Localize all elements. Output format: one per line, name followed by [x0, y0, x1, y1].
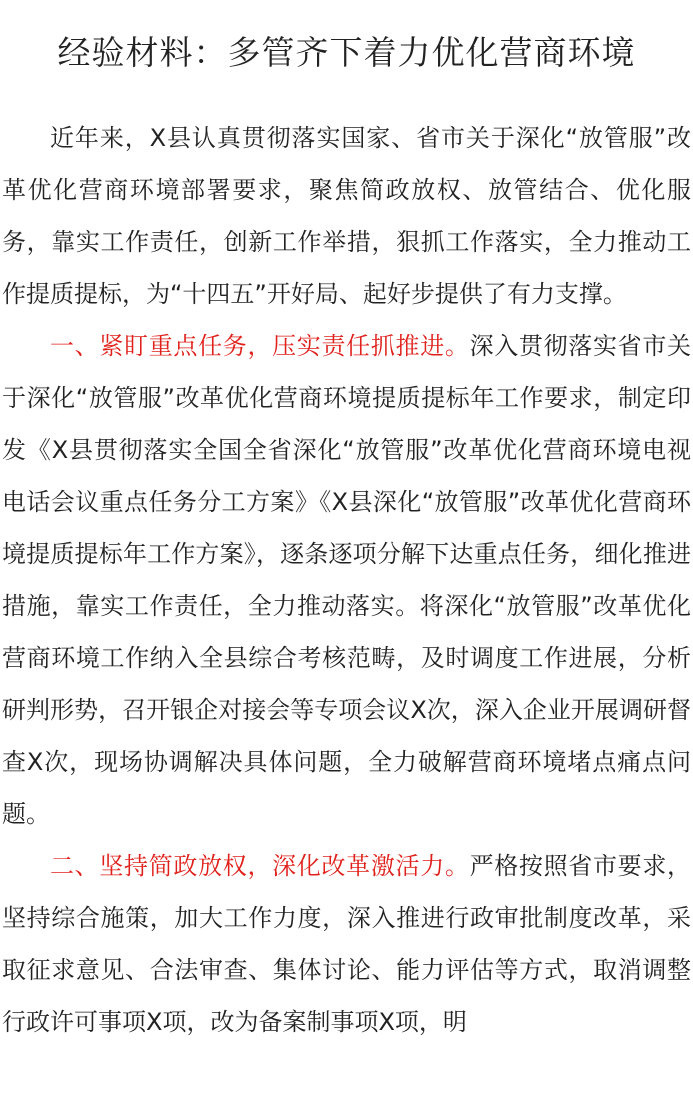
section-heading-1: 一、紧盯重点任务，压实责任抓推进。 [50, 332, 470, 360]
paragraph-text: 近年来，X县认真贯彻落实国家、省市关于深化“放管服”改革优化营商环境部署要求，聚焦简政放权、放管结合、优化服务，靠实工作责任，创新工作举措，狠抓工作落实，全力推动工作提质提标，为“十四五”开好局、起好步提供了有力支撑。 [2, 124, 691, 308]
document-title: 经验材料：多管齐下着力优化营商环境 [57, 33, 636, 72]
document-body [2, 112, 691, 1048]
paragraph-section-1 [2, 320, 691, 840]
paragraph-section-2 [2, 840, 691, 1048]
paragraph-intro [2, 112, 691, 320]
paragraph-text: 严格按照省市要求，坚持综合施策，加大工作力度，深入推进行政审批制度改革，采取征求意见、合法审查、集体讨论、能力评估等方式，取消调整行政许可事项X项，改为备案制事项X项，明 [2, 852, 692, 1036]
section-heading-2: 二、坚持简政放权，深化改革激活力。 [50, 852, 470, 880]
paragraph-text: 深入贯彻落实省市关于深化“放管服”改革优化营商环境提质提标年工作要求，制定印发《X县贯彻落实全国全省深化“放管服”改革优化营商环境电视电话会议重点任务分工方案》《X县深化“放管服”改革优化营商环境提质提标年工作方案》，逐条逐项分解下达重点任务，细化推进措施，靠实工作责任，全力推动落实。将深化“放管服”改革优化营商环境工作纳入全县综合考核范畴，及时调度工作进展，分析研判形势，召开银企对接会等专项会议X次，深入企业开展调研督查X次，现场协调解决具体问题，全力破解营商环境堵点痛点问题。 [2, 332, 692, 828]
